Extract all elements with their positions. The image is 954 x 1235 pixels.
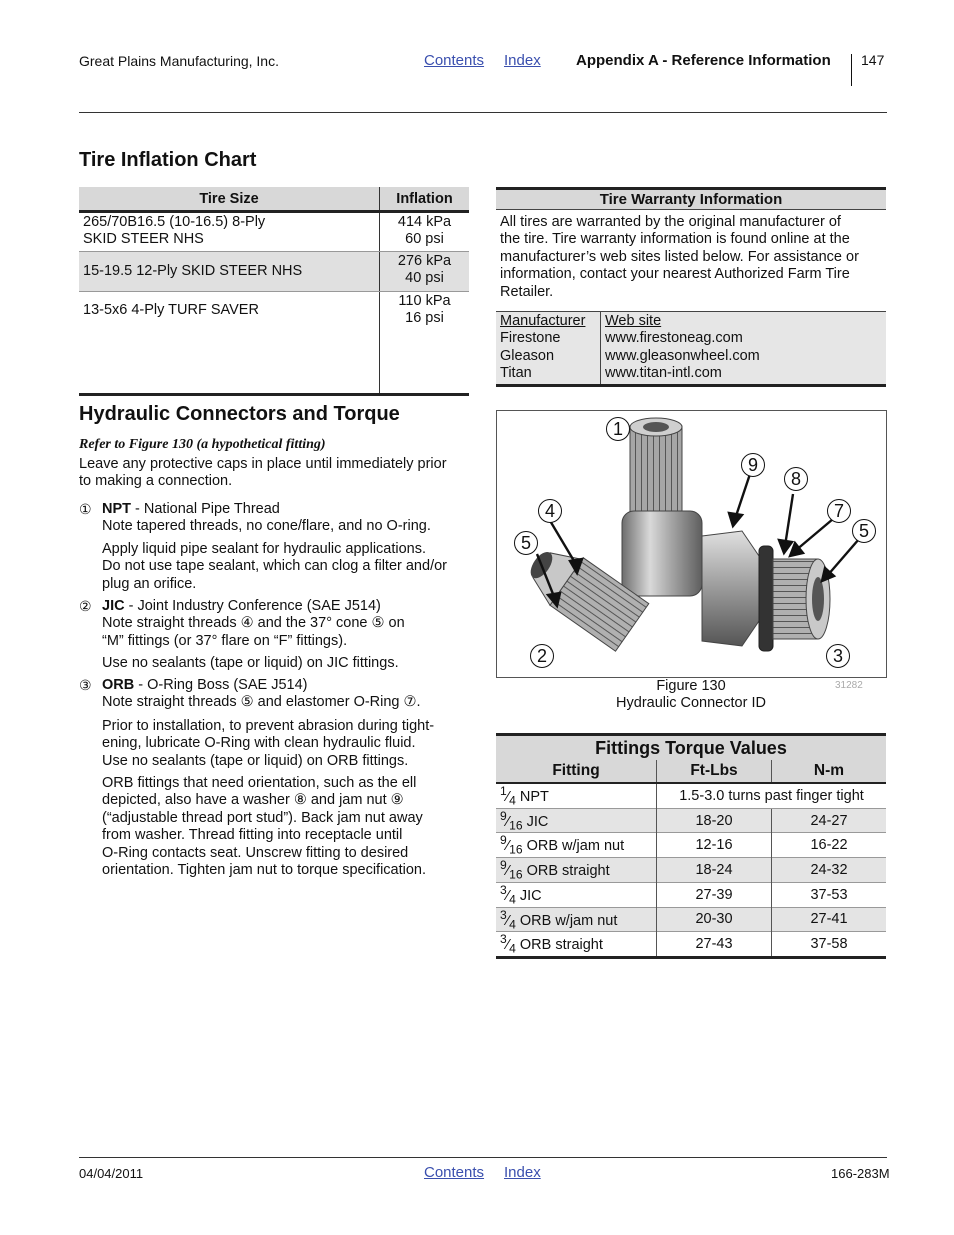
col-tire-size: Tire Size bbox=[79, 187, 380, 212]
col-nm: N-m bbox=[772, 760, 887, 783]
item-number: ② bbox=[79, 598, 92, 614]
para-line: Use no sealants (tape or liquid) on JIC fittings. bbox=[102, 655, 399, 671]
manufacturer-name: Firestone bbox=[496, 330, 601, 347]
warranty-line: the tire. Tire warranty information is found online at the bbox=[500, 231, 850, 248]
manufacturer-name: Gleason bbox=[496, 348, 601, 365]
col-fitting: Fitting bbox=[496, 760, 657, 783]
item-note: Note tapered threads, no cone/flare, and no O-ring. bbox=[102, 518, 431, 535]
inflation-psi: 60 psi bbox=[405, 231, 444, 248]
callout-1: 1 bbox=[606, 417, 630, 441]
para-line: depicted, also have a washer ⑧ and jam nut ⑨ bbox=[102, 792, 404, 809]
table-row: $^9⁄_{16}$ ORB w/jam nut 12-16 16-22 bbox=[496, 833, 886, 858]
inflation-psi: 40 psi bbox=[405, 270, 444, 287]
table-row bbox=[496, 365, 886, 385]
warranty-title: Tire Warranty Information bbox=[496, 187, 886, 210]
npt-paragraph bbox=[102, 541, 447, 593]
para-line: (“adjustable thread port stud”). Back jam nut away bbox=[102, 809, 423, 826]
fitting-type: JIC bbox=[515, 887, 542, 904]
torque-ftlbs: 18-24 bbox=[657, 858, 772, 883]
torque-nm: 16-22 bbox=[772, 833, 887, 858]
company-name: Great Plains Manufacturing, Inc. bbox=[79, 53, 279, 69]
callout-3: 3 bbox=[826, 644, 850, 668]
col-ftlbs: Ft-Lbs bbox=[657, 760, 772, 783]
tire-warranty-box bbox=[496, 187, 886, 387]
callout-2: 2 bbox=[530, 644, 554, 668]
table-row: $^3⁄_4$ ORB w/jam nut 20-30 27-41 bbox=[496, 907, 886, 932]
item-note: Note straight threads ⑤ and elastomer O-Ring ⑦. bbox=[102, 694, 421, 711]
intro-text bbox=[79, 456, 447, 491]
table-row bbox=[79, 252, 469, 292]
manufacturer-name: Titan bbox=[496, 365, 601, 385]
manufacturer-table bbox=[496, 311, 886, 387]
para-line: ORB fittings that need orientation, such as the ell bbox=[102, 775, 417, 791]
jic-item bbox=[79, 598, 469, 650]
inflation-kpa: 110 kPa bbox=[398, 293, 451, 309]
callout-9: 9 bbox=[741, 453, 765, 477]
item-term: JIC bbox=[102, 598, 125, 614]
callout-5: 5 bbox=[514, 531, 538, 555]
warranty-line: manufacturer’s web sites listed below. For assistance or bbox=[500, 248, 859, 265]
orb-paragraph bbox=[102, 718, 434, 770]
torque-ftlbs: 18-20 bbox=[657, 808, 772, 833]
para-line: plug an orifice. bbox=[102, 575, 197, 592]
tire-size: 265/70B16.5 (10-16.5) 8-Ply bbox=[83, 214, 266, 230]
fitting-type: ORB straight bbox=[522, 862, 610, 879]
fraction-num: 1 bbox=[500, 784, 507, 798]
para-line: O-Ring contacts seat. Unscrew fitting to desired bbox=[102, 844, 409, 861]
para-line: Do not use tape sealant, which can clog a filter and/or bbox=[102, 558, 447, 575]
intro-line: to making a connection. bbox=[79, 473, 233, 490]
item-number: ① bbox=[79, 501, 92, 517]
jic-paragraph bbox=[102, 655, 399, 672]
para-line: Apply liquid pipe sealant for hydraulic applications. bbox=[102, 541, 427, 557]
manufacturer-site: www.firestoneag.com bbox=[605, 330, 743, 347]
footer-date: 04/04/2011 bbox=[79, 1166, 144, 1181]
warranty-line: information, contact your nearest Authorized Farm Tire bbox=[500, 266, 850, 283]
torque-nm: 37-58 bbox=[772, 932, 887, 956]
hydraulic-fitting-illustration bbox=[497, 411, 886, 677]
para-line: from washer. Thread fitting into receptacle until bbox=[102, 827, 403, 844]
footer-contents-link[interactable]: Contents bbox=[424, 1164, 485, 1181]
tire-size: 15-19.5 12-Ply SKID STEER NHS bbox=[83, 262, 303, 279]
fraction-num: 9 bbox=[500, 833, 507, 848]
section-title: Appendix A - Reference Information bbox=[576, 52, 831, 69]
footer-index-link[interactable]: Index bbox=[504, 1164, 541, 1181]
page-number: 147 bbox=[861, 52, 885, 68]
fitting-type: JIC bbox=[522, 813, 549, 830]
fitting-type: ORB straight bbox=[515, 937, 603, 954]
torque-ftlbs: 27-39 bbox=[657, 882, 772, 907]
callout-7: 7 bbox=[827, 499, 851, 523]
table-row: $^3⁄_4$ ORB straight 27-43 37-58 bbox=[496, 932, 886, 956]
inflation-psi: 16 psi bbox=[405, 310, 444, 327]
tire-inflation-table bbox=[79, 187, 469, 396]
table-row bbox=[79, 212, 469, 252]
item-term: NPT bbox=[102, 501, 131, 517]
image-number: 31282 bbox=[835, 680, 863, 691]
col-manufacturer: Manufacturer bbox=[500, 313, 586, 330]
orb-item bbox=[79, 677, 469, 712]
fraction-den: 16 bbox=[509, 843, 523, 858]
torque-ftlbs: 1.5-3.0 turns past finger tight bbox=[657, 783, 887, 808]
index-link[interactable]: Index bbox=[504, 52, 541, 69]
item-desc: - National Pipe Thread bbox=[131, 501, 280, 517]
fraction-num: 3 bbox=[500, 907, 507, 922]
tire-size: 13-5x6 4-Ply TURF SAVER bbox=[83, 302, 259, 318]
item-desc: - Joint Industry Conference (SAE J514) bbox=[124, 598, 381, 614]
table-row bbox=[496, 348, 886, 365]
figure-caption bbox=[496, 678, 886, 713]
item-term: ORB bbox=[102, 677, 135, 693]
orb-orientation-paragraph bbox=[102, 775, 426, 879]
para-line: Prior to installation, to prevent abrasion during tight- bbox=[102, 718, 435, 734]
inflation-kpa: 276 kPa bbox=[397, 253, 452, 269]
inflation-kpa: 414 kPa bbox=[397, 214, 452, 230]
torque-ftlbs: 20-30 bbox=[657, 907, 772, 932]
item-note: “M” fittings (or 37° flare on “F” fittings). bbox=[102, 632, 348, 649]
fraction-num: 3 bbox=[500, 932, 507, 947]
item-number: ③ bbox=[79, 677, 92, 693]
callout-4: 4 bbox=[538, 499, 562, 523]
para-line: ening, lubricate O-Ring with clean hydraulic fluid. bbox=[102, 735, 416, 752]
fraction-den: 4 bbox=[509, 892, 516, 907]
fraction-num: 9 bbox=[500, 858, 507, 873]
fitting-type: ORB w/jam nut bbox=[515, 912, 618, 929]
table-row: $^1⁄_4$ NPT 1.5-3.0 turns past finger tight bbox=[496, 783, 886, 808]
torque-nm: 37-53 bbox=[772, 882, 887, 907]
table-row bbox=[79, 292, 469, 395]
tire-size-line2: SKID STEER NHS bbox=[83, 231, 204, 248]
intro-line: Leave any protective caps in place until immediately prior bbox=[79, 456, 447, 472]
torque-title: Fittings Torque Values bbox=[496, 733, 886, 760]
torque-table bbox=[496, 733, 886, 959]
fraction-den: 16 bbox=[509, 867, 523, 882]
manufacturer-site: www.gleasonwheel.com bbox=[605, 347, 760, 364]
item-note: Note straight threads ④ and the 37° cone ⑤ on bbox=[102, 615, 405, 632]
table-row: $^9⁄_{16}$ JIC 18-20 24-27 bbox=[496, 808, 886, 833]
callout-5: 5 bbox=[852, 519, 876, 543]
npt-item bbox=[79, 501, 469, 536]
fraction-den: 4 bbox=[509, 942, 516, 957]
callout-8: 8 bbox=[784, 467, 808, 491]
header-rule bbox=[79, 112, 887, 113]
fraction-num: 9 bbox=[500, 808, 507, 823]
warranty-line: All tires are warranted by the original manufacturer of bbox=[500, 214, 841, 230]
header-divider bbox=[851, 54, 852, 86]
warranty-line: Retailer. bbox=[500, 283, 554, 300]
table-row bbox=[496, 330, 886, 347]
item-desc: - O-Ring Boss (SAE J514) bbox=[134, 677, 308, 693]
figure-130 bbox=[496, 410, 887, 678]
col-inflation: Inflation bbox=[380, 187, 470, 212]
para-line: orientation. Tighten jam nut to torque specification. bbox=[102, 862, 427, 879]
table-row: $^9⁄_{16}$ ORB straight 18-24 24-32 bbox=[496, 858, 886, 883]
manufacturer-site: www.titan-intl.com bbox=[605, 365, 722, 382]
torque-nm: 24-27 bbox=[772, 808, 887, 833]
torque-ftlbs: 12-16 bbox=[657, 833, 772, 858]
caption-line: Figure 130 bbox=[656, 678, 726, 694]
torque-ftlbs: 27-43 bbox=[657, 932, 772, 956]
fitting-type: NPT bbox=[515, 788, 549, 805]
fraction-den: 4 bbox=[509, 917, 516, 932]
torque-nm: 24-32 bbox=[772, 858, 887, 883]
hydraulic-title: Hydraulic Connectors and Torque bbox=[79, 403, 400, 425]
torque-nm: 27-41 bbox=[772, 907, 887, 932]
contents-link[interactable]: Contents bbox=[424, 52, 485, 69]
caption-line: Hydraulic Connector ID bbox=[616, 695, 766, 712]
fraction-den: 16 bbox=[509, 818, 523, 833]
warranty-text bbox=[496, 210, 886, 301]
footer-rule bbox=[79, 1157, 887, 1158]
figure-reference: Refer to Figure 130 (a hypothetical fitting) bbox=[79, 437, 326, 452]
para-line: Use no sealants (tape or liquid) on ORB fittings. bbox=[102, 752, 409, 769]
table-row: $^3⁄_4$ JIC 27-39 37-53 bbox=[496, 882, 886, 907]
tire-chart-title: Tire Inflation Chart bbox=[79, 149, 257, 171]
fraction-num: 3 bbox=[500, 882, 507, 897]
col-website: Web site bbox=[605, 313, 662, 330]
fitting-type: ORB w/jam nut bbox=[522, 838, 625, 855]
document-number: 166-283M bbox=[831, 1166, 890, 1181]
fraction-den: 4 bbox=[509, 793, 516, 808]
